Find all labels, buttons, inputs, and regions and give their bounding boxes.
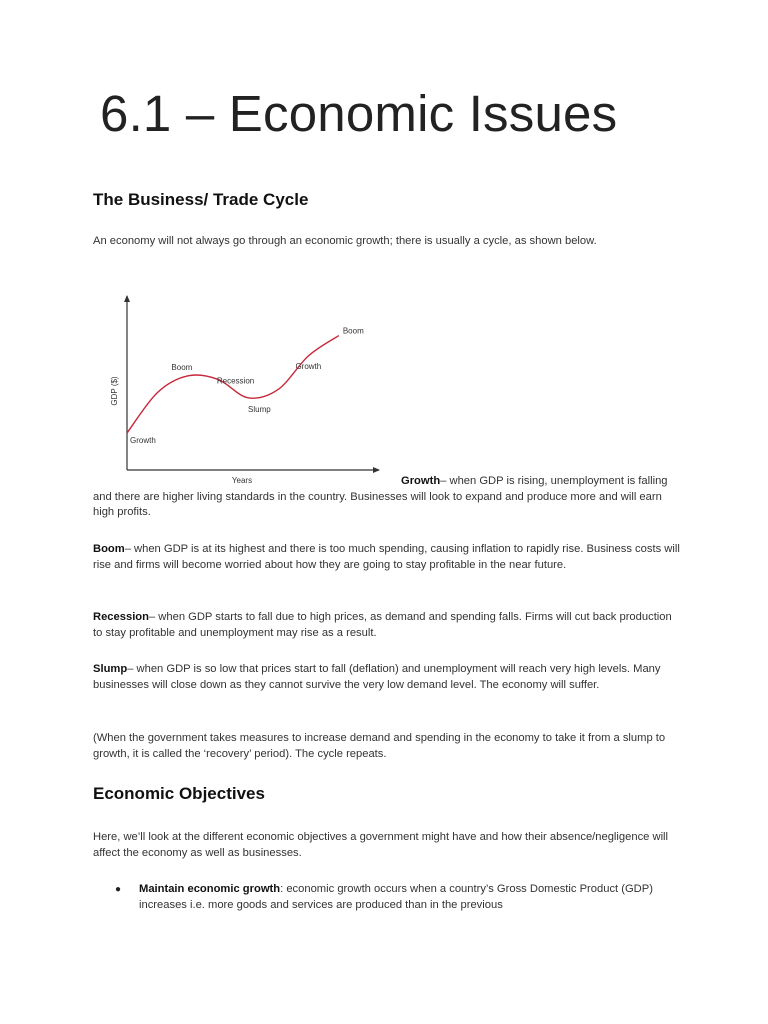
chart-annotation-growth: Growth [130, 436, 156, 446]
recovery-note: (When the government takes measures to increase demand and spending in the economy to take it from a slump to growth, it is called the ‘recovery’ period). The cycle repeats. [93, 732, 666, 760]
business-cycle-chart-svg [105, 290, 390, 490]
recession-term: Recession [93, 611, 149, 623]
objectives-intro: Here, we’ll look at the different economic objectives a government might have and how their absence/negligence will affect the economy as well as businesses. [93, 831, 669, 859]
y-axis-label: GDP ($) [110, 376, 119, 406]
page-title: 6.1 – Economic Issues [100, 85, 618, 142]
growth-term: Growth [401, 475, 441, 487]
x-axis-label: Years [231, 476, 253, 485]
slump-text: – when GDP is so low that prices start to fall (deflation) and unemployment will reach very high levels. Many businesses will close down as they cannot survive the very low demand level. The economy will suffer. [93, 663, 661, 691]
chart-annotation-growth: Growth [295, 362, 322, 372]
slump-definition [93, 662, 683, 693]
boom-term: Boom [93, 543, 125, 555]
chart-annotation-recession: Recession [216, 376, 255, 386]
boom-definition [93, 542, 683, 573]
section-heading-business-cycle: The Business/ Trade Cycle [93, 190, 309, 209]
bullet-text [139, 882, 659, 913]
growth-definition [93, 474, 683, 521]
intro-paragraph: An economy will not always go through an economic growth; there is usually a cycle, as shown below. [93, 235, 597, 247]
chart-annotation-slump: Slump [248, 404, 271, 414]
recession-text: – when GDP starts to fall due to high prices, as demand and spending falls. Firms will cut back production to stay profitable and unemployment may rise as a result. [93, 611, 672, 639]
section-heading-economic-objectives: Economic Objectives [93, 784, 265, 803]
bullet-icon: ● [115, 884, 122, 895]
business-cycle-chart [105, 290, 390, 490]
recession-definition [93, 610, 683, 641]
growth-text: – when GDP is rising, unemployment is falling and there are higher living standards in the country. Businesses will look to expand and produce more and will earn high profits. [93, 475, 668, 519]
bullet-description: : economic growth occurs when a country’s Gross Domestic Product (GDP) increases i.e. more goods and services are produced than in the previous [139, 883, 653, 911]
boom-text: – when GDP is at its highest and there is too much spending, causing inflation to rapidly rise. Business costs will rise and firms will become worried about how they are going to stay profitable in the near future. [93, 543, 680, 571]
x-axis-arrow [373, 467, 380, 473]
slump-term: Slump [93, 663, 128, 675]
chart-annotation-boom: Boom [342, 326, 364, 336]
y-axis-arrow [124, 295, 130, 302]
chart-annotation-boom: Boom [171, 362, 193, 372]
bullet-term: Maintain economic growth [139, 883, 281, 895]
